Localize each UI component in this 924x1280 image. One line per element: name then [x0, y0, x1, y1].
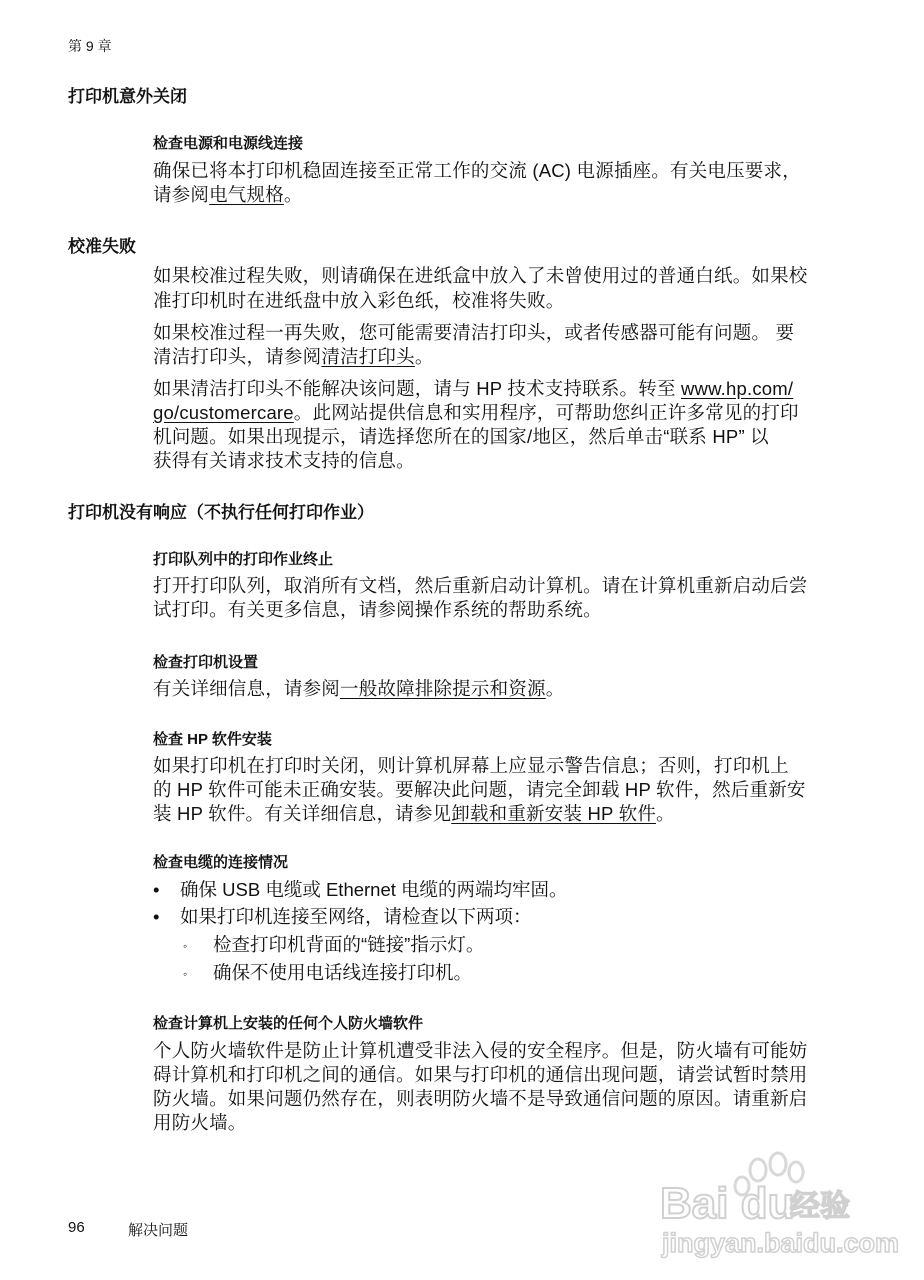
page-number: 96 — [68, 1219, 85, 1236]
link-reinstall-hp-software[interactable]: 卸载和重新安装 HP 软件 — [451, 803, 656, 824]
link-clean-printhead[interactable]: 清洁打印头 — [321, 346, 415, 367]
body-line: 的 HP 软件可能未正确安装。要解决此问题，请完全卸载 HP 软件，然后重新安 — [153, 779, 806, 800]
footer-section: 解决问题 — [128, 1222, 189, 1239]
link-hp-support[interactable]: www.hp.com/ — [681, 378, 794, 399]
body-line — [153, 343, 434, 369]
text: 确保 USB 电缆或 Ethernet 电缆的两端均牢固。 — [180, 879, 568, 900]
body-line: 准打印机时在进纸盘中放入彩色纸，校准将失败。 — [153, 290, 565, 311]
body-line: 碍计算机和打印机之间的通信。如果与打印机的通信出现问题，请尝试暂时禁用 — [153, 1064, 808, 1085]
body-line: 试打印。有关更多信息，请参阅操作系统的帮助系统。 — [153, 599, 602, 620]
body-line: 机问题。如果出现提示，请选择您所在的国家/地区，然后单击“联系 HP” 以 — [153, 426, 769, 447]
body-line: 获得有关请求技术支持的信息。 — [153, 450, 415, 471]
body-line — [153, 375, 793, 401]
text: 清洁打印头，请参阅 — [153, 346, 322, 367]
sub-bullet-icon: ◦ — [183, 939, 188, 954]
link-hp-support-cont[interactable]: go/customercare — [153, 402, 294, 423]
subsection-title: 打印队列中的打印作业终止 — [153, 551, 334, 568]
body-line: 如果校准过程一再失败，您可能需要清洁打印头，或者传感器可能有问题。 要 — [153, 322, 795, 343]
body-line: 如果打印机在打印时关闭，则计算机屏幕上应显示警告信息；否则，打印机上 — [153, 755, 789, 776]
sub-bullet-item — [183, 959, 472, 985]
svg-text:Bai du: Bai du — [660, 1179, 795, 1228]
text: 。 — [545, 678, 565, 699]
body-line: 用防火墙。 — [153, 1112, 247, 1133]
text: 请参阅 — [153, 184, 210, 205]
link-electrical-specs[interactable]: 电气规格 — [209, 184, 284, 205]
sub-bullet-icon: ◦ — [183, 967, 188, 982]
link-troubleshooting-tips[interactable]: 一般故障排除提示和资源 — [340, 678, 546, 699]
section-title: 打印机意外关闭 — [68, 87, 187, 106]
subsection-title: 检查打印机设置 — [153, 654, 259, 671]
chapter-label: 第 9 章 — [68, 38, 112, 54]
baidu-watermark-logo — [660, 1140, 900, 1275]
sub-bullet-item — [183, 931, 484, 957]
body-line — [153, 675, 564, 701]
text: 。 — [283, 184, 303, 205]
subsection-title: 检查电源和电源线连接 — [153, 135, 304, 152]
section-title: 校准失败 — [68, 237, 136, 256]
section-title: 打印机没有响应（不执行任何打印作业） — [68, 503, 374, 522]
text: 如果清洁打印头不能解决该问题，请与 HP 技术支持联系。转至 — [153, 378, 681, 399]
bullet-icon: • — [153, 906, 160, 927]
text: 。此网站提供信息和实用程序，可帮助您纠正许多常见的打印 — [293, 402, 799, 423]
text: 如果打印机连接至网络，请检查以下两项： — [180, 906, 532, 927]
svg-text:jingyan.baidu.com: jingyan.baidu.com — [662, 1228, 900, 1258]
subsection-title: 检查电缆的连接情况 — [153, 854, 289, 871]
text: 。 — [656, 803, 675, 824]
bullet-item — [153, 903, 532, 929]
text: 确保不使用电话线连接打印机。 — [213, 962, 473, 983]
text: 。 — [414, 346, 434, 367]
body-line — [153, 399, 799, 425]
body-line — [153, 181, 303, 207]
body-line: 个人防火墙软件是防止计算机遭受非法入侵的安全程序。但是，防火墙有可能妨 — [153, 1040, 808, 1061]
subsection-title: 检查计算机上安装的任何个人防火墙软件 — [153, 1015, 424, 1032]
bullet-item — [153, 876, 568, 902]
subsection-title: 检查 HP 软件安装 — [153, 731, 272, 748]
bullet-icon: • — [153, 879, 160, 900]
body-line: 如果校准过程失败，则请确保在进纸盒中放入了未曾使用过的普通白纸。如果校 — [153, 265, 808, 286]
body-line — [153, 800, 675, 826]
body-line: 确保已将本打印机稳固连接至正常工作的交流 (AC) 电源插座。有关电压要求， — [153, 160, 801, 181]
svg-text:经验: 经验 — [790, 1190, 850, 1223]
text: 有关详细信息，请参阅 — [153, 678, 341, 699]
text: 装 HP 软件。有关详细信息，请参见 — [153, 803, 452, 824]
body-line: 防火墙。如果问题仍然存在，则表明防火墙不是导致通信问题的原因。请重新启 — [153, 1088, 808, 1109]
text: 检查打印机背面的“链接”指示灯。 — [213, 934, 485, 955]
body-line: 打开打印队列，取消所有文档，然后重新启动计算机。请在计算机重新启动后尝 — [153, 575, 808, 596]
